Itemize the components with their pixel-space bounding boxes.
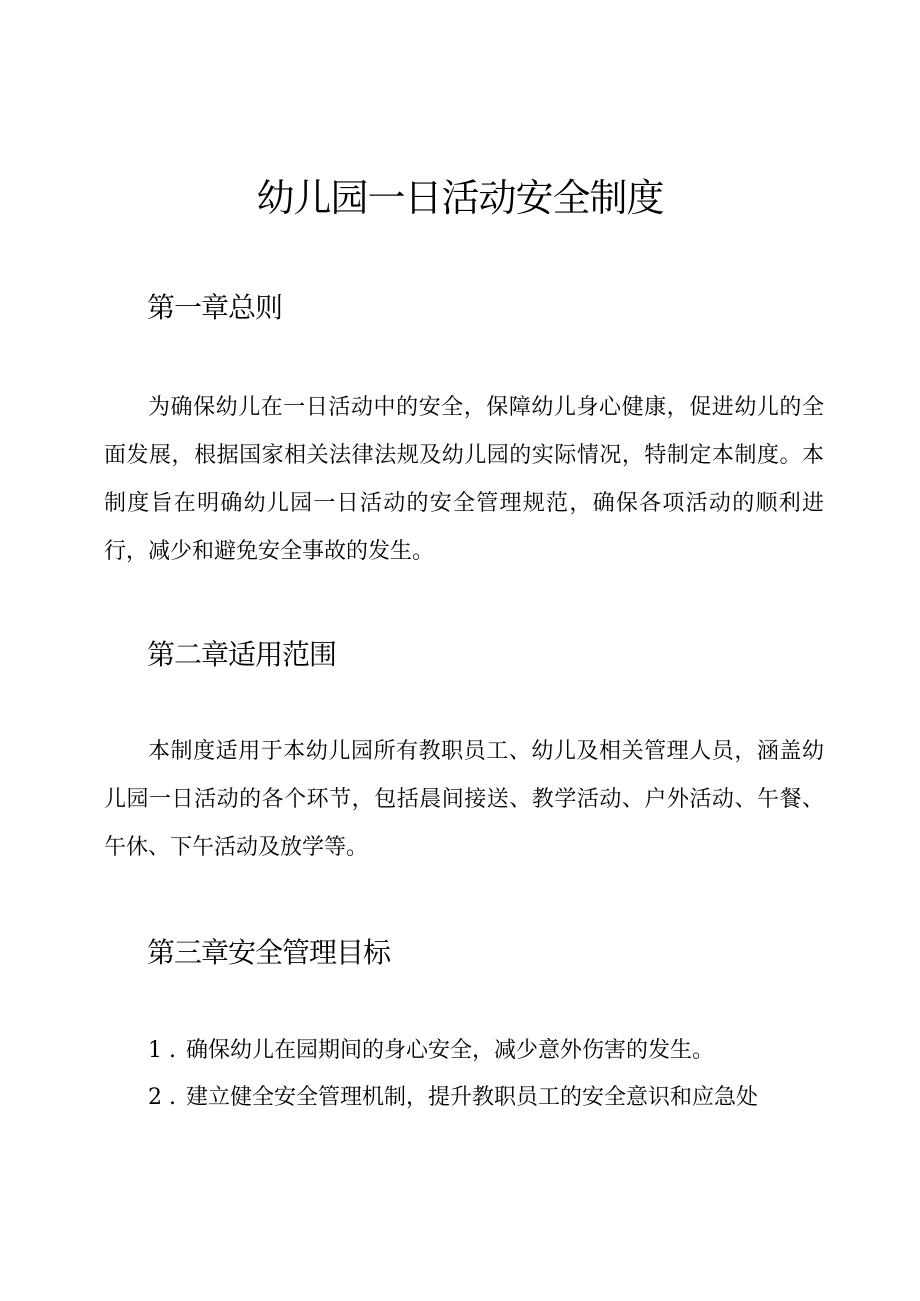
- chapter-3-heading: 第三章安全管理目标: [147, 936, 391, 969]
- list-item-text: 建立健全安全管理机制，提升教职员工的安全意识和应急处: [185, 1085, 758, 1110]
- chapter-1-paragraph: 为确保幼儿在一日活动中的安全，保障幼儿身心健康，促进幼儿的全面发展，根据国家相关法律法规及幼儿园的实际情况，特制定本制度。本制度旨在明确幼儿园一日活动的安全管理规范，确保各项活动的顺利进行，减少和避免安全事故的发生。: [104, 395, 824, 564]
- list-item: [148, 1034, 714, 1068]
- chapter-1-heading: 第一章总则: [147, 291, 283, 324]
- list-item: [148, 1081, 758, 1115]
- chapter-2-paragraph: 本制度适用于本幼儿园所有教职员工、幼儿及相关管理人员，涵盖幼儿园一日活动的各个环节，包括晨间接送、教学活动、户外活动、午餐、午休、下午活动及放学等。: [104, 739, 824, 860]
- document-title: 幼儿园一日活动安全制度: [256, 176, 664, 220]
- list-item-number: 2 .: [148, 1085, 176, 1110]
- chapter-2-heading: 第二章适用范围: [147, 638, 337, 671]
- list-item-number: 1 .: [148, 1038, 176, 1063]
- list-item-text: 确保幼儿在园期间的身心安全，减少意外伤害的发生。: [185, 1038, 714, 1063]
